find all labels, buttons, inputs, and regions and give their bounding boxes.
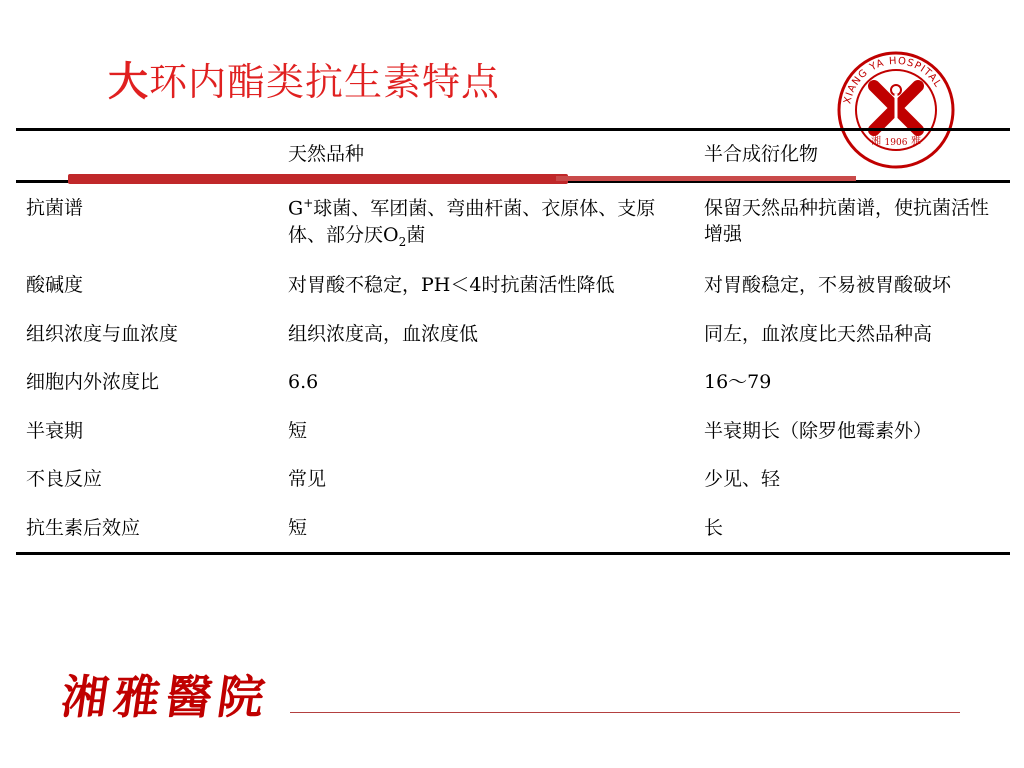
- row-label: 半衰期: [26, 419, 84, 442]
- seal-ring-text: XIANG YA HOSPITAL: [842, 55, 944, 105]
- red-accent-bar-tail: [556, 176, 856, 181]
- footer-divider: [290, 712, 960, 713]
- row-label: 不良反应: [26, 468, 103, 491]
- table-header-cell: 半合成衍化物: [704, 143, 819, 165]
- table-row: [16, 357, 1010, 406]
- title-rest: 环内酯类抗生素特点: [149, 60, 501, 104]
- semi-cell: 同左，血浓度比天然品种高: [704, 322, 933, 345]
- table-row: [16, 503, 1010, 553]
- semi-cell: 长: [704, 517, 724, 540]
- natural-cell: 短: [288, 419, 308, 442]
- semi-cell: 少见、轻: [704, 468, 781, 491]
- semi-cell: 16～79: [704, 371, 772, 394]
- row-label: 抗菌谱: [26, 196, 84, 219]
- slide-title: [108, 59, 501, 105]
- row-label: 细胞内外浓度比: [26, 371, 160, 394]
- semi-cell: 对胃酸稳定，不易被胃酸破坏: [704, 274, 952, 297]
- table-row: [16, 309, 1010, 358]
- footer-brand-logo: 湘雅醫院: [58, 670, 274, 724]
- table-header-cell: 天然品种: [288, 143, 365, 165]
- row-label: 组织浓度与血浓度: [26, 322, 179, 345]
- table-row: [16, 260, 1010, 309]
- seal-char-right: 雅: [911, 136, 921, 147]
- table-row: [16, 454, 1010, 503]
- natural-cell: 对胃酸不稳定，PH＜4时抗菌活性降低: [288, 274, 615, 297]
- natural-cell: 组织浓度高，血浓度低: [288, 322, 479, 345]
- semi-cell: 保留天然品种抗菌谱，使抗菌活性增强: [704, 196, 990, 246]
- natural-cell: G+球菌、军团菌、弯曲杆菌、衣原体、支原体、部分厌$O_2$菌: [288, 195, 656, 249]
- semi-cell: 半衰期长（除罗他霉素外）: [704, 419, 933, 442]
- natural-cell: 常见: [288, 468, 327, 491]
- natural-cell: 短: [288, 517, 308, 540]
- comparison-table: [16, 128, 1010, 555]
- natural-cell: 6.6: [288, 371, 319, 394]
- table-row: [16, 406, 1010, 455]
- table-row: [16, 181, 1010, 260]
- seal-char-left: 湘: [871, 136, 881, 147]
- red-accent-bar: [68, 174, 568, 184]
- title-first-char: 大: [108, 59, 149, 105]
- seal-year: 1906: [884, 138, 908, 148]
- row-label: 抗生素后效应: [26, 517, 141, 540]
- row-label: 酸碱度: [26, 274, 84, 297]
